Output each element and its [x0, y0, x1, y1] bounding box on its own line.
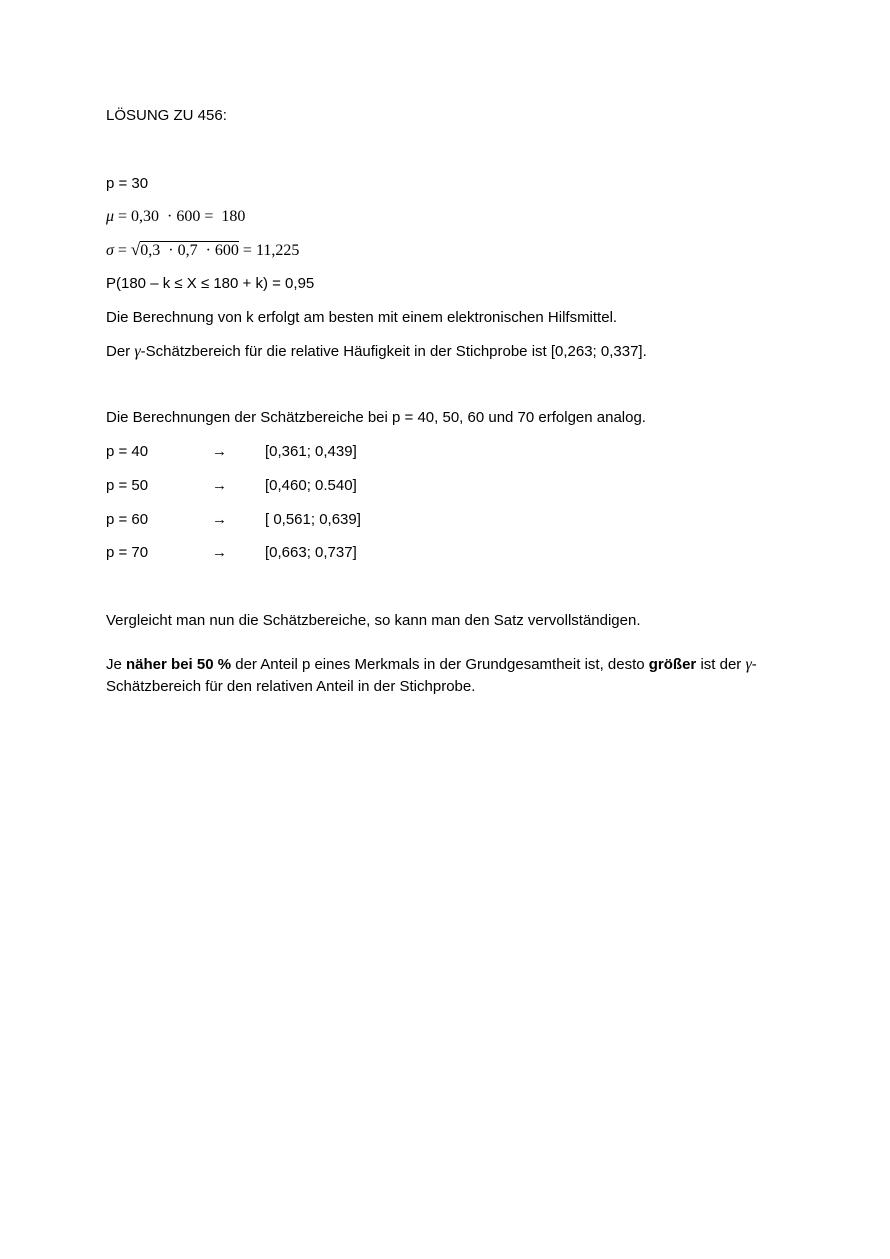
mu-formula — [106, 207, 245, 227]
square-root: √0,3 · 0,7 · 600 — [130, 240, 239, 259]
calculation-note: Die Berechnung von k erfolgt am besten mit einem elektronischen Hilfsmittel. — [106, 309, 618, 326]
conclusion-t2: der Anteil p eines Merkmals in der Grundgesamtheit ist, desto — [231, 656, 649, 673]
arrow-icon: → — [212, 477, 227, 494]
gamma-symbol: γ — [745, 656, 752, 673]
interval-pre: Der — [106, 343, 135, 360]
conclusion-bold-1: näher bei 50 % — [126, 656, 232, 673]
sigma-result: = 11,225 — [238, 242, 300, 259]
row-interval: [0,361; 0,439] — [265, 443, 357, 460]
row-p: p = 60 — [106, 511, 149, 528]
mu-symbol: μ — [106, 208, 115, 225]
sigma-prefix: = — [113, 242, 131, 259]
conclusion-bold-2: größer — [648, 656, 697, 673]
row-interval: [ 0,561; 0,639] — [265, 511, 361, 528]
sigma-symbol: σ — [106, 242, 114, 259]
conclusion-t1: Je — [106, 656, 127, 673]
conclusion-line-1 — [106, 655, 757, 675]
row-p: p = 70 — [106, 544, 149, 561]
analog-note: Die Berechnungen der Schätzbereiche bei p = 40, 50, 60 und 70 erfolgen analog. — [106, 409, 646, 426]
conclusion-line-2: Schätzbereich für den relativen Anteil in der Stichprobe. — [106, 678, 476, 695]
row-p: p = 50 — [106, 477, 149, 494]
arrow-icon: → — [212, 511, 227, 528]
sigma-formula — [106, 240, 299, 261]
interval-post: -Schätzbereich für die relative Häufigkeit in der Stichprobe ist [0,263; 0,337]. — [140, 343, 647, 360]
row-interval: [0,663; 0,737] — [265, 544, 357, 561]
sigma-radicand: 0,3 · 0,7 · 600 — [140, 242, 239, 259]
row-interval: [0,460; 0.540] — [265, 477, 357, 494]
conclusion-t3: ist der — [696, 656, 746, 673]
mu-expression: = 0,30 · 600 = 180 — [114, 208, 246, 225]
gamma-symbol: γ — [134, 343, 141, 360]
compare-note: Vergleicht man nun die Schätzbereiche, so kann man den Satz vervollständigen. — [106, 612, 641, 629]
conclusion-t4: - — [751, 656, 757, 673]
interval-sentence — [106, 342, 647, 362]
arrow-icon: → — [212, 544, 227, 561]
probability-statement: P(180 – k ≤ X ≤ 180 + k) = 0,95 — [106, 275, 315, 292]
p-value: p = 30 — [106, 175, 149, 192]
arrow-icon: → — [212, 443, 227, 460]
heading: LÖSUNG ZU 456: — [106, 107, 227, 124]
row-p: p = 40 — [106, 443, 149, 460]
